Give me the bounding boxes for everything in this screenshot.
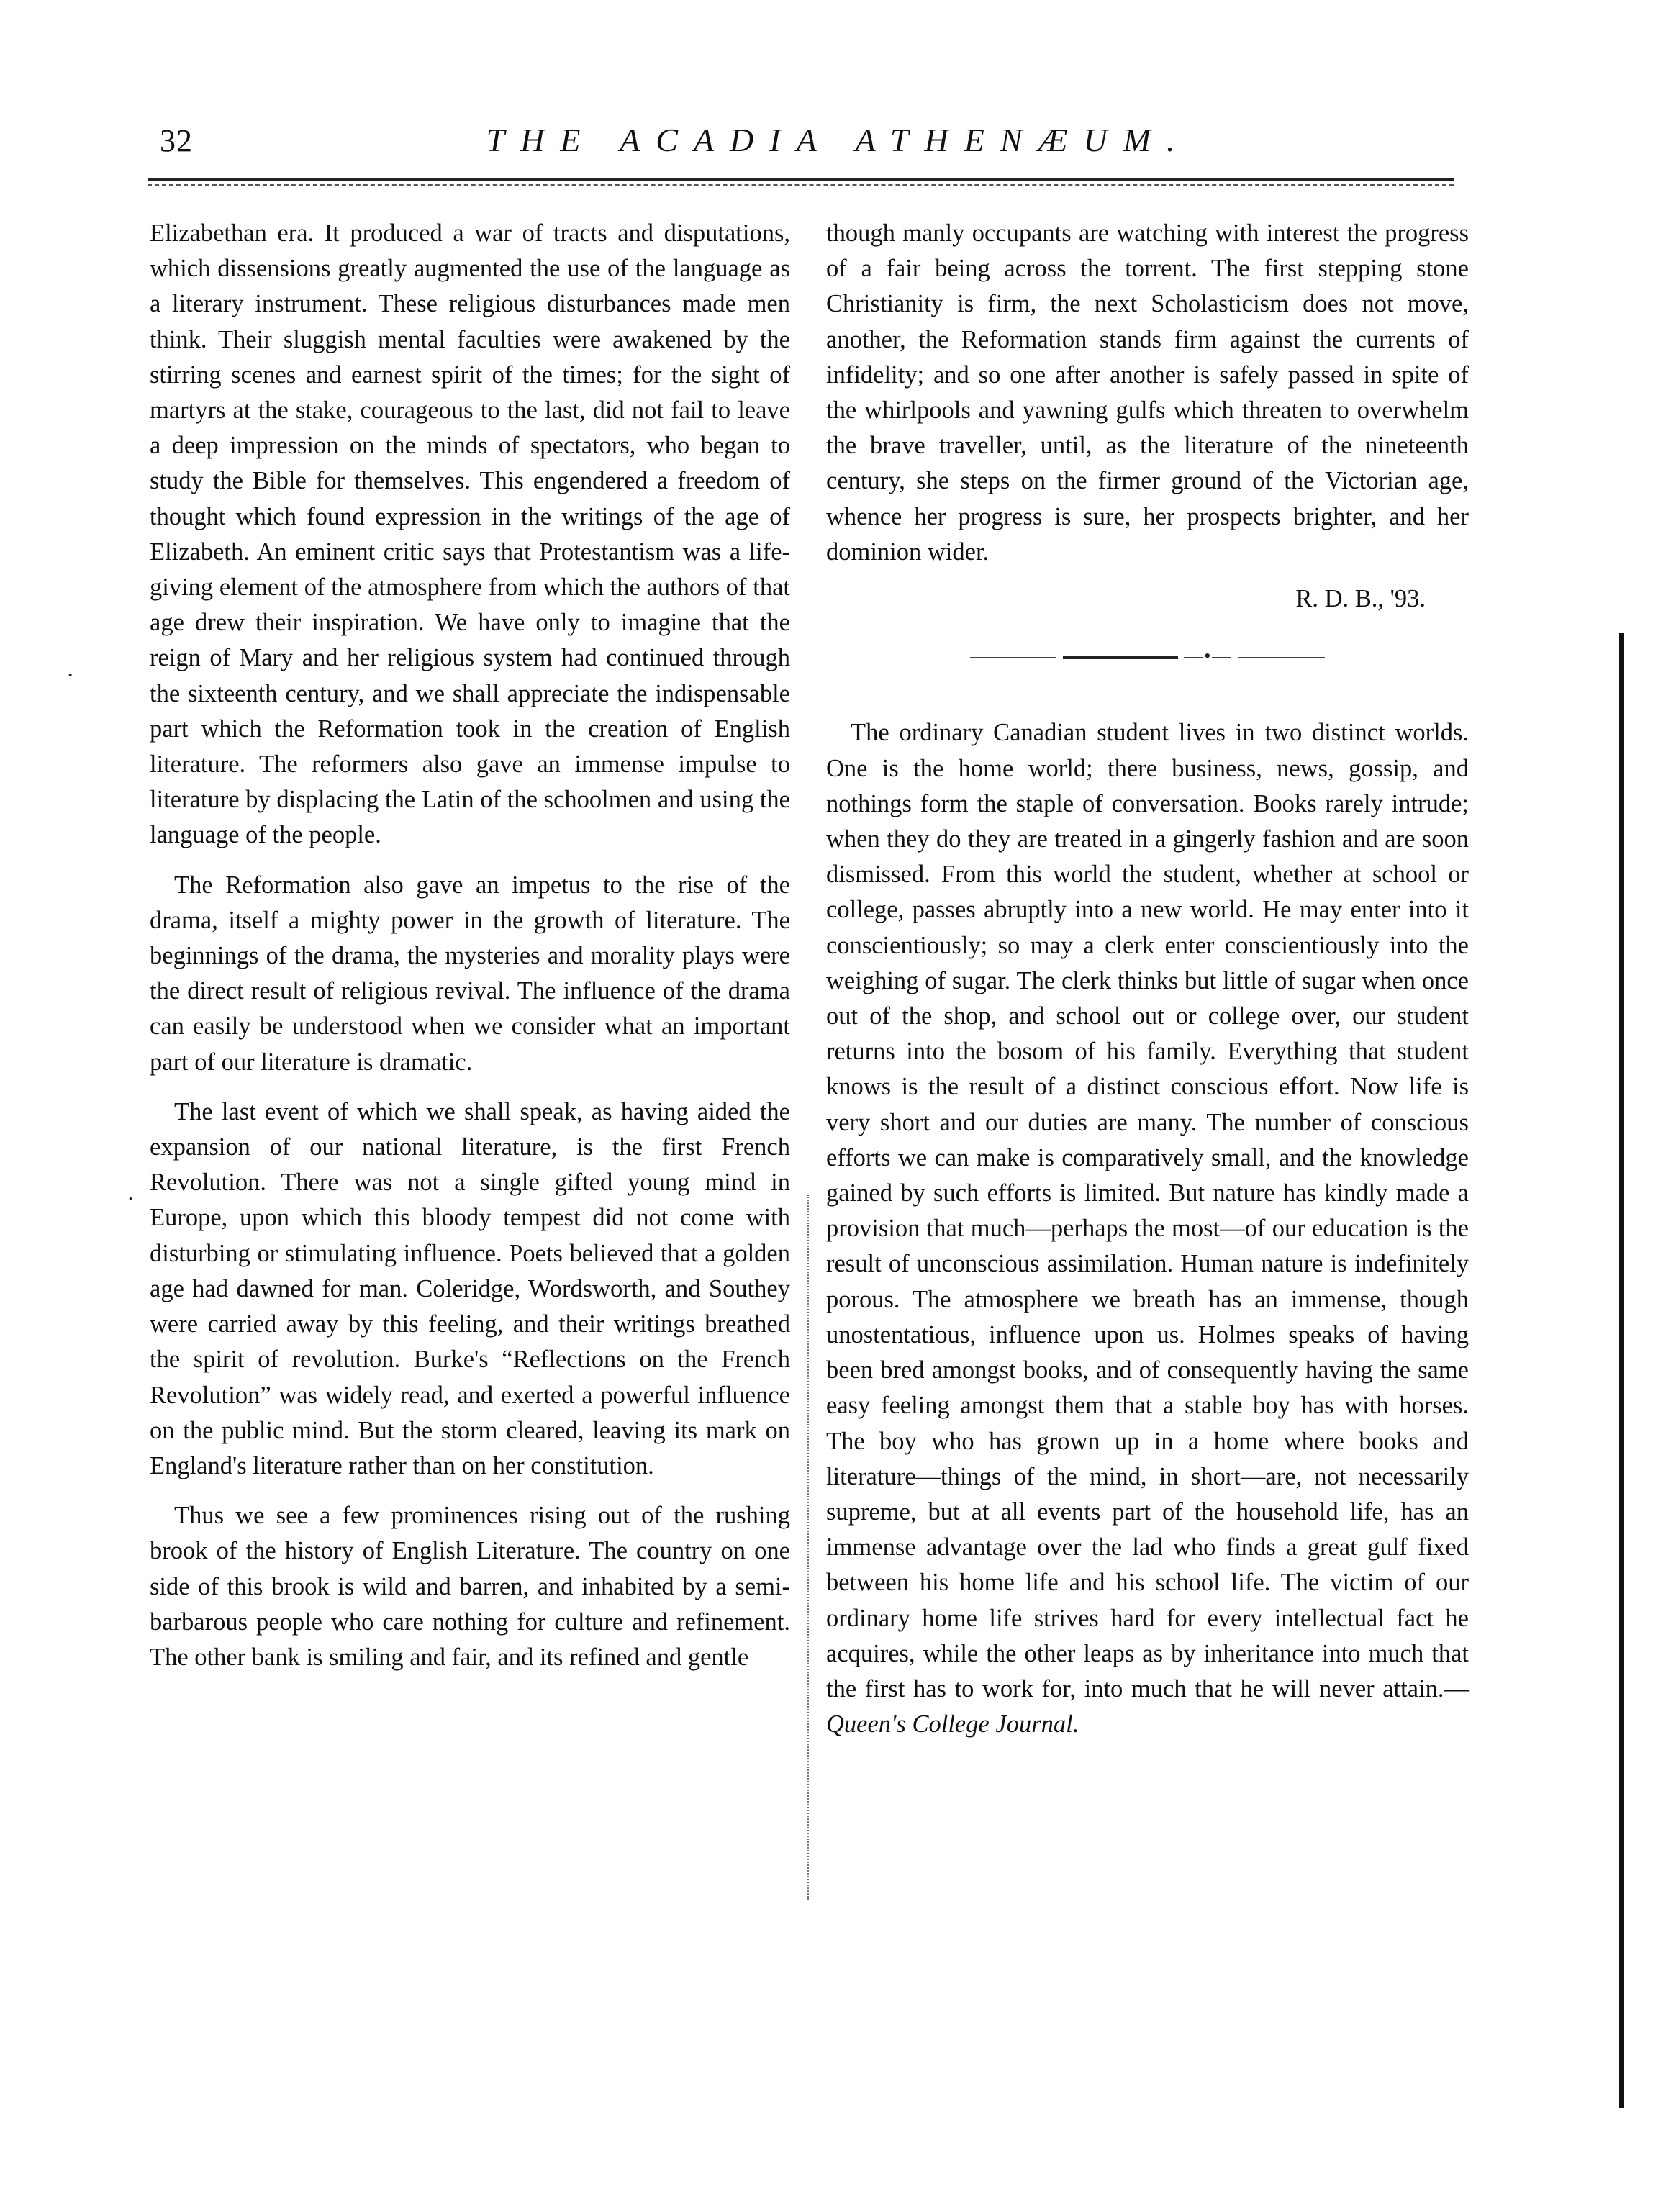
separator-line [1238, 657, 1325, 658]
paragraph: Thus we see a few prominences rising out of the rushing brook of the history of English Literature. The country on one side of this brook is wild and barren, and inhabited by a semi-barbarous people who care nothing for culture and refinement. The other bank is smiling and fair, and its refined and gentle [150, 1502, 790, 1671]
separator-line [970, 657, 1056, 658]
paragraph [826, 715, 1469, 1742]
paragraph: Elizabethan era. It produced a war of tracts and disputations, which dissensions greatly augmented the use of the language as a literary instrument. These religious disturbances made men think. Their sluggish mental faculties were awakened by the stirring scenes and earnest spirit of the times; for the sight of martyrs at the stake, courageous to the last, did not fail to leave a deep impression on the minds of spectators, who began to study the Bible for themselves. This engendered a freedom of thought which found expression in the writings of the age of Elizabeth. An eminent critic says that Protestantism was a life-giving element of the atmosphere from which the authors of that age drew their inspiration. We have only to imagine that the reign of Mary and her religious system had continued through the sixteenth century, and we shall appreciate the indispensable part which the Reformation took in the creation of English literature. The reformers also gave an immense impulse to literature by displacing the Latin of the schoolmen and using the language of the people. [150, 219, 790, 849]
source-citation: Queen's College Journal. [826, 1710, 1079, 1739]
page-edge-bar [1619, 633, 1624, 2108]
paragraph: though manly occupants are watching with interest the progress of a fair being across the torrent. The first stepping stone Christianity is firm, the next Scholasticism does not move, another, the Reformation stands firm against the currents of infidelity; and so one after another is safely passed in spite of the whirlpools and yawning gulfs which threaten to overwhelm the brave traveller, until, as the literature of the nineteenth century, she steps on the firmer ground of the Victorian age, whence her progress is sure, her prospects brighter, and her dominion wider. [826, 219, 1469, 566]
author-signature: R. D. B., '93. [1295, 585, 1426, 613]
header-rule-secondary [148, 184, 1454, 186]
section-separator [826, 638, 1469, 674]
page-number: 32 [160, 123, 193, 158]
stray-mark: · [66, 662, 75, 689]
running-title: THE ACADIA ATHENÆUM. [486, 122, 1191, 158]
left-column [150, 216, 790, 1690]
paragraph: The last event of which we shall speak, as having aided the expansion of our national literature, is the first French Revolution. There was not a single gifted young mind in Europe, upon which this bloody tempest did not come with disturbing or stimulating influence. Poets believed that a golden age had dawned for man. Coleridge, Wordsworth, and Southey were carried away by this feeling, and their writings breathed the spirit of revolution. Burke's “Reflections on the French Revolution” was widely read, and exerted a powerful influence on the public mind. But the storm cleared, leaving its mark on England's literature rather than on her constitution. [150, 1097, 790, 1479]
separator-ornament: —•— [1184, 645, 1233, 667]
article-text: The ordinary Canadian student lives in two distinct worlds. One is the home world; there business, news, gossip, and nothings form the staple of conversation. Books rarely intrude; when they do they are treated in a gingerly fashion and are soon dismissed. From this world the student, whether at school or college, passes abruptly into a new world. He may enter into it conscientiously; so may a clerk enter conscientiously into the weighing of sugar. The clerk thinks but little of sugar when once out of the shop, and school out or college over, our student returns into the bosom of his family. Everything that student knows is the result of a distinct conscious effort. Now life is very short and our duties are many. The number of conscious efforts we can make is comparatively small, and the knowledge gained by such efforts is limited. But nature has kindly made a provision that much—perhaps the most—of our education is the result of unconscious assimilation. Human nature is indefinitely porous. The atmosphere we breath has an immense, though unostentatious, influence upon us. Holmes speaks of having been bred amongst books, and of consequently having the same easy feeling amongst them that a stable boy has with horses. The boy who has grown up in a home where books and literature—things of the mind, in short—are, not necessarily supreme, but at all events part of the household life, has an immense advantage over the lad who finds a great gulf fixed between his home life and his school life. The victim of our ordinary home life strives hard for every intellectual fact he acquires, while the other leaps as by inheritance into much that the first has to work for, into much that he will never attain.— [826, 719, 1469, 1703]
stray-mark: · [127, 1186, 135, 1212]
right-column [826, 216, 1469, 1757]
column-divider [807, 1195, 809, 1900]
separator-line [1063, 656, 1178, 659]
paragraph: The Reformation also gave an impetus to the rise of the drama, itself a mighty power in the growth of literature. The beginnings of the drama, the mysteries and morality plays were the direct result of religious revival. The influence of the drama can easily be understood when we consider what an important part of our literature is dramatic. [150, 871, 790, 1076]
header-rule [148, 178, 1454, 181]
